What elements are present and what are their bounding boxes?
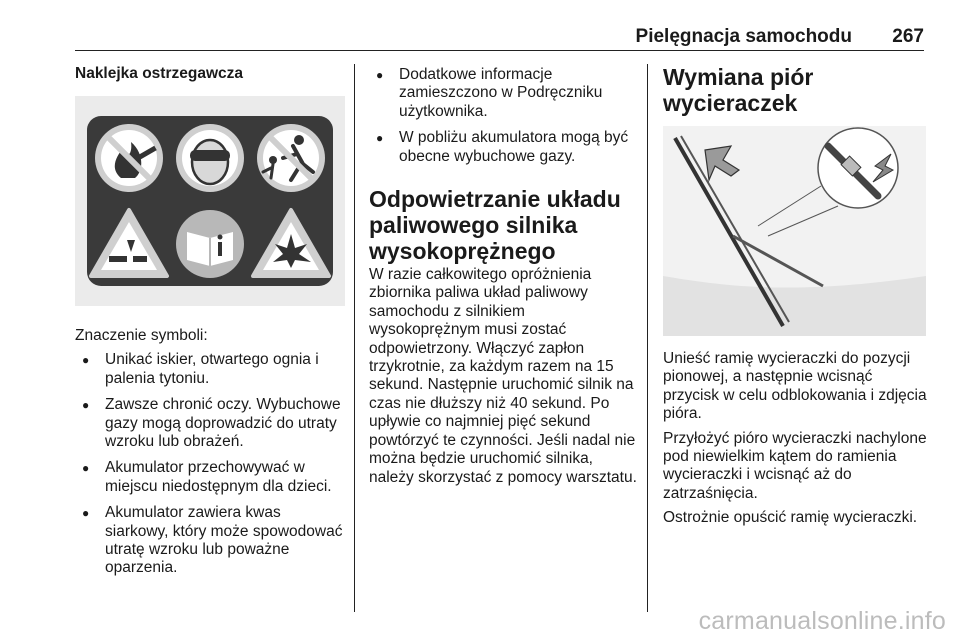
watermark: carmanualsonline.info: [698, 607, 946, 635]
column-warning-label: [75, 64, 345, 586]
section-heading-warning-label: Naklejka ostrzegawcza: [75, 65, 244, 82]
list-item: ● Zawsze chronić oczy. Wybuchowe gazy mogą doprowadzić do utraty wzroku lub obrażeń.: [75, 396, 345, 451]
list-item: ● Akumulator przechowywać w miejscu niedostępnym dla dzieci.: [75, 459, 345, 496]
wiper-paragraph: Ostrożnie opuścić ramię wycieraczki.: [663, 509, 918, 527]
page-header: [75, 26, 924, 51]
acid-warning-icon: [91, 210, 167, 276]
list-item: ● Akumulator zawiera kwas siarkowy, który może spowodować utratę wzroku lub poważne oparzenia.: [75, 504, 345, 578]
symbols-intro: Znaczenie symboli:: [75, 327, 208, 344]
warning-symbols-graphic: [87, 116, 333, 286]
column-fuel-bleeding: [369, 64, 637, 487]
no-children-icon: [257, 124, 325, 192]
fuel-bleeding-paragraph: W razie całkowitego opróżnienia zbiornika paliwa układ paliwowy samochodu z silnikiem wysokoprężnym musi zostać odpowietrzony. Włączyć zapłon trzykrotnie, za każdym razem na 15 sekund. Następnie uruchomić silnik na czas nie dłuższy niż 40 sekund. Po upływie co najmniej pięć sekund powtórzyć te czynności. Jeśli nadal nie można będzie uruchomić silnika, należy skorzystać z pomocy warsztatu.: [369, 266, 637, 486]
warning-panel: [87, 116, 333, 286]
section-heading-fuel-bleeding: Odpowietrzanie układu paliwowego silnika wysokoprężnego: [369, 186, 621, 265]
wiper-paragraph: Przyłożyć pióro wycieraczki nachylone pod niewielkim kątem do ramienia wycieraczki i wcisnąć aż do zatrzaśnięcia.: [663, 429, 927, 502]
wiper-figure: [663, 126, 926, 336]
wiper-illustration: [663, 126, 926, 336]
wiper-paragraph: Unieść ramię wycieraczki do pozycji pionowej, a następnie wcisnąć przycisk w celu odblokowania i zdjęcia pióra.: [663, 350, 927, 423]
list-item: ● Dodatkowe informacje zamieszczono w Podręczniku użytkownika.: [369, 66, 637, 121]
column-divider: [354, 64, 355, 612]
explosive-warning-icon: [253, 210, 329, 276]
no-fire-icon: [95, 124, 163, 192]
column-divider: [647, 64, 648, 612]
list-item: ● W pobliżu akumulatora mogą być obecne wybuchowe gazy.: [369, 129, 637, 166]
symbols-list: [75, 351, 345, 577]
section-title: Pielęgnacja samochodu: [635, 26, 852, 47]
manual-icon: [176, 210, 244, 278]
goggles-icon: [176, 124, 244, 192]
page-number: 267: [892, 26, 924, 47]
list-item: ● Unikać iskier, otwartego ognia i palenia tytoniu.: [75, 351, 345, 388]
info-list: [369, 66, 637, 166]
warning-label-figure: [75, 96, 345, 306]
column-wiper-blades: [663, 64, 928, 528]
section-heading-wiper-blades: Wymiana piór wycieraczek: [663, 64, 814, 116]
